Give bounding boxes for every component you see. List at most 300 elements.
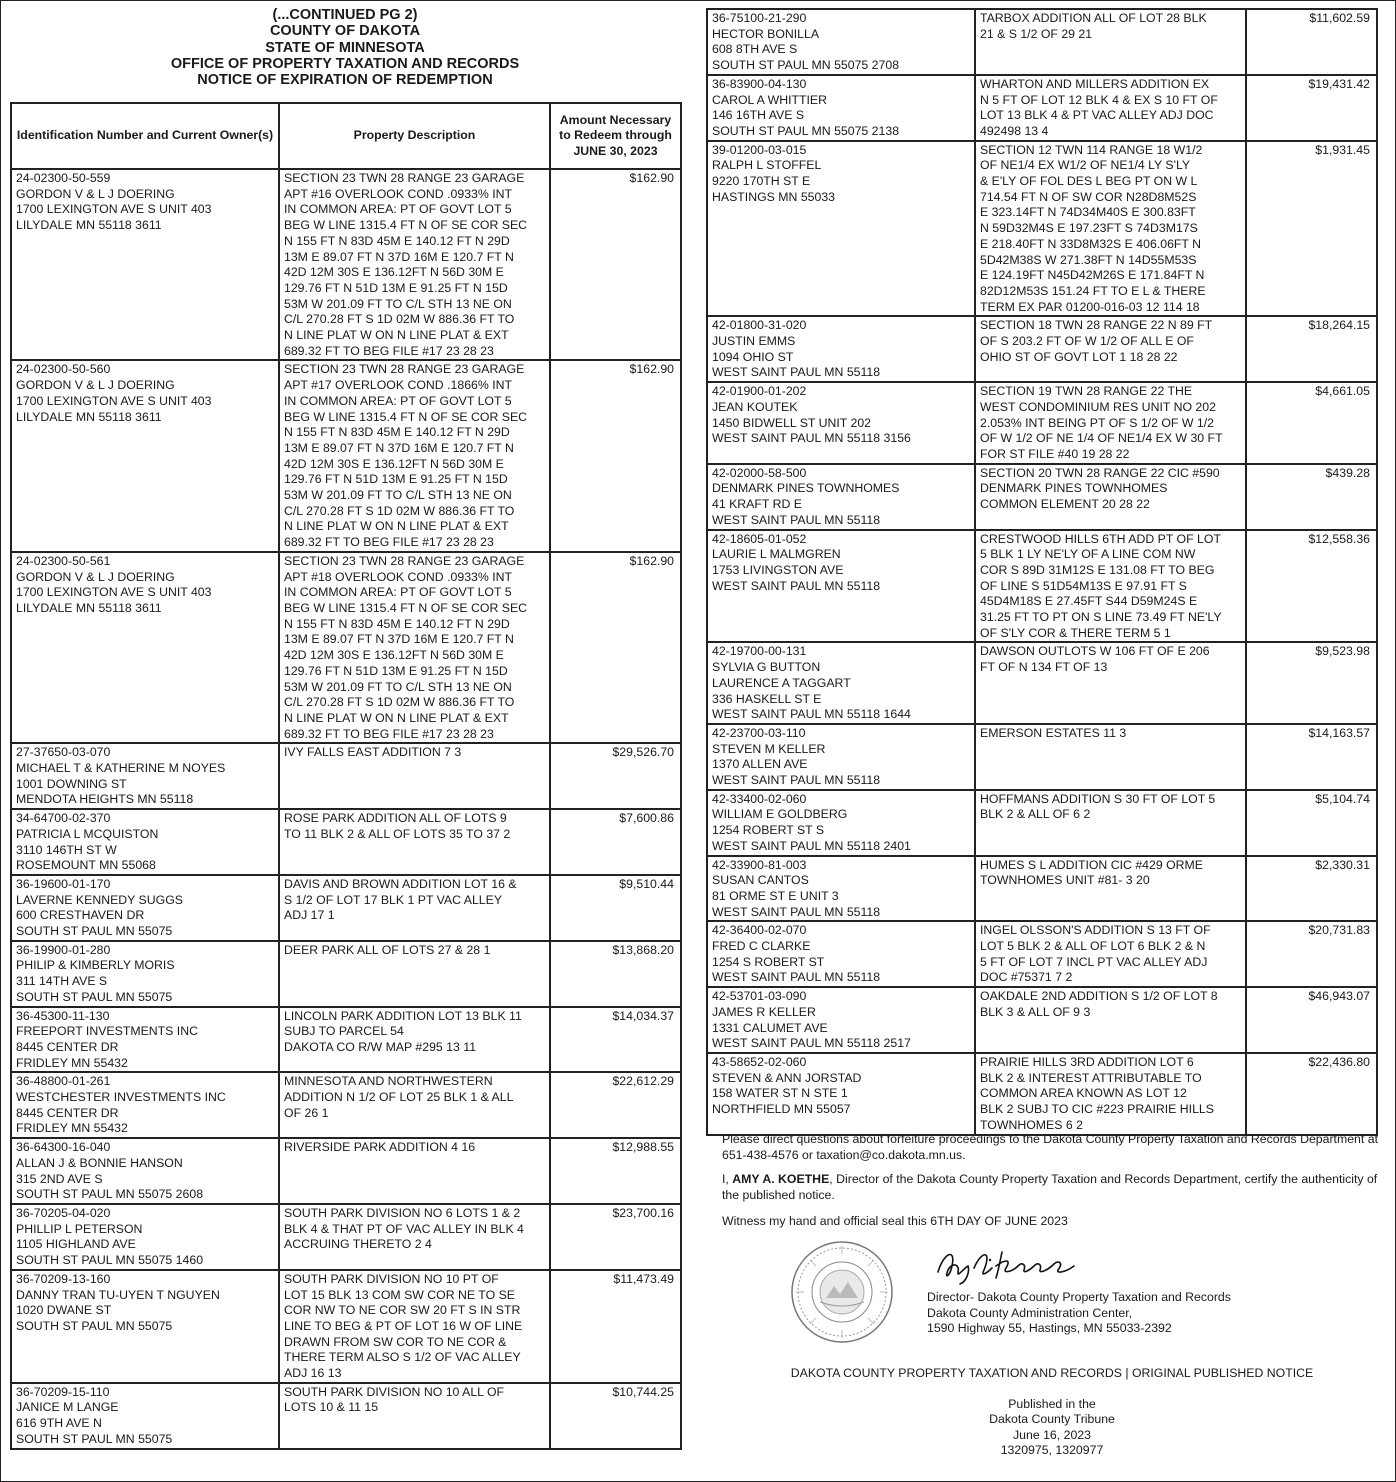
- owner-line: 1450 BIDWELL ST UNIT 202: [712, 415, 872, 430]
- amount-cell: $11,602.59: [1246, 9, 1377, 75]
- owner-cell: [707, 382, 975, 464]
- publication-date: June 16, 2023: [1013, 1427, 1091, 1442]
- table-row: [707, 642, 1377, 724]
- owner-line: 336 HASKELL ST E: [712, 691, 822, 706]
- description-line: BEG W LINE 1315.4 FT N OF SE COR SEC: [284, 600, 528, 615]
- left-column: [10, 0, 680, 1450]
- description-line: SECTION 12 TWN 114 RANGE 18 W1/2: [980, 142, 1203, 157]
- publication-ids: 1320975, 1320977: [1000, 1443, 1104, 1458]
- publication-name: Dakota County Tribune: [989, 1412, 1115, 1427]
- owner-line: 1254 ROBERT ST S: [712, 823, 825, 838]
- owner-line: DANNY TRAN TU-UYEN T NGUYEN: [16, 1287, 220, 1302]
- questions-paragraph: Please direct questions about forfeiture proceedings to the Dakota County Property Taxation and Records Department at 651-438-4576 or taxation@co.dakota.mn.us.: [722, 1132, 1378, 1162]
- description-line: 5 FT OF LOT 7 INCL PT VAC ALLEY ADJ: [980, 954, 1208, 969]
- owner-line: WEST SAINT PAUL MN 55118 2517: [712, 1036, 911, 1051]
- owner-line: PATRICIA L MCQUISTON: [16, 826, 159, 841]
- notice-footer: [722, 1132, 1382, 1459]
- description-line: TERM EX PAR 01200-016-03 12 114 18: [980, 299, 1200, 314]
- description-cell: [975, 316, 1246, 382]
- description-cell: [975, 856, 1246, 922]
- owner-line: JUSTIN EMMS: [712, 334, 796, 349]
- description-line: 689.32 FT TO BEG FILE #17 23 28 23: [284, 535, 494, 550]
- owner-cell: [11, 552, 279, 743]
- owner-line: DENMARK PINES TOWNHOMES: [712, 481, 900, 496]
- description-line: RIVERSIDE PARK ADDITION 4 16: [284, 1140, 476, 1155]
- owner-line: LILYDALE MN 55118 3611: [16, 600, 162, 615]
- description-line: N 155 FT N 83D 45M E 140.12 FT N 29D: [284, 233, 510, 248]
- description-line: OF W 1/2 OF NE 1/4 OF NE1/4 EX W 30 FT: [980, 431, 1223, 446]
- description-line: OF LINE S 51D54M13S E 97.91 FT S: [980, 578, 1187, 593]
- description-line: FOR ST FILE #40 19 28 22: [980, 446, 1130, 461]
- amount-cell: $1,931.45: [1246, 141, 1377, 317]
- owner-line: GORDON V & L J DOERING: [16, 569, 175, 584]
- amount-cell: $10,744.25: [550, 1383, 681, 1449]
- description-cell: [975, 75, 1246, 141]
- description-line: SUBJ TO PARCEL 54: [284, 1024, 404, 1039]
- owner-line: RALPH L STOFFEL: [712, 158, 822, 173]
- owner-line: SOUTH ST PAUL MN 55075 2708: [712, 58, 900, 73]
- owner-line: 1700 LEXINGTON AVE S UNIT 403: [16, 393, 212, 408]
- owner-cell: [11, 1204, 279, 1270]
- description-line: INGEL OLSSON'S ADDITION S 13 FT OF: [980, 923, 1211, 938]
- amount-cell: $22,612.29: [550, 1072, 681, 1138]
- table-row: [707, 141, 1377, 317]
- parcel-id: 42-33900-81-003: [712, 857, 807, 872]
- owner-line: WEST SAINT PAUL MN 55118: [712, 773, 881, 788]
- description-cell: [975, 530, 1246, 643]
- description-line: THERE TERM ALSO S 1/2 OF VAC ALLEY: [284, 1350, 521, 1365]
- owner-cell: [707, 642, 975, 724]
- description-line: TOWNHOMES 6 2: [980, 1117, 1083, 1132]
- parcel-id: 36-75100-21-290: [712, 11, 807, 25]
- owner-line: 608 8TH AVE S: [712, 42, 798, 57]
- amount-cell: $7,600.86: [550, 809, 681, 875]
- header-id-owner: Identification Number and Current Owner(s): [11, 103, 279, 169]
- amount-cell: $46,943.07: [1246, 987, 1377, 1053]
- description-line: SECTION 23 TWN 28 RANGE 23 GARAGE: [284, 362, 525, 377]
- description-line: OF S'LY COR & THERE TERM 5 1: [980, 625, 1171, 640]
- header-state: STATE OF MINNESOTA: [265, 39, 425, 56]
- owner-line: 315 2ND AVE S: [16, 1171, 103, 1186]
- owner-line: FRIDLEY MN 55432: [16, 1055, 128, 1070]
- table-row: [707, 1053, 1377, 1135]
- table-row: [11, 1072, 681, 1138]
- owner-line: WEST SAINT PAUL MN 55118 1644: [712, 707, 911, 722]
- parcel-id: 42-33400-02-060: [712, 791, 807, 806]
- owner-line: LAURENCE A TAGGART: [712, 675, 851, 690]
- table-row: [707, 724, 1377, 790]
- owner-cell: [707, 316, 975, 382]
- description-cell: [279, 875, 550, 941]
- description-line: LOT 13 BLK 4 & PT VAC ALLEY ADJ DOC: [980, 108, 1214, 123]
- description-line: ADJ 17 1: [284, 908, 335, 923]
- owner-cell: [707, 790, 975, 856]
- table-row: [707, 382, 1377, 464]
- owner-line: LAURIE L MALMGREN: [712, 547, 841, 562]
- description-line: OHIO ST OF GOVT LOT 1 18 28 22: [980, 349, 1178, 364]
- owner-line: 1105 HIGHLAND AVE: [16, 1237, 136, 1252]
- owner-line: JAMES R KELLER: [712, 1004, 816, 1019]
- owner-line: ALLAN J & BONNIE HANSON: [16, 1155, 183, 1170]
- description-line: IN COMMON AREA: PT OF GOVT LOT 5: [284, 585, 512, 600]
- owner-line: 81 ORME ST E UNIT 3: [712, 888, 839, 903]
- description-line: 129.76 FT N 51D 13M E 91.25 FT N 15D: [284, 280, 508, 295]
- owner-line: ROSEMOUNT MN 55068: [16, 858, 156, 873]
- description-line: SOUTH PARK DIVISION NO 10 PT OF: [284, 1271, 499, 1286]
- description-line: SECTION 23 TWN 28 RANGE 23 GARAGE: [284, 171, 525, 185]
- description-cell: [279, 1383, 550, 1449]
- description-line: N 59D32M4S E 197.23FT S 74D3M17S: [980, 221, 1198, 236]
- description-line: S 1/2 OF LOT 17 BLK 1 PT VAC ALLEY: [284, 892, 503, 907]
- parcel-id: 36-64300-16-040: [16, 1140, 111, 1155]
- parcel-id: 42-02000-58-500: [712, 465, 807, 480]
- parcel-id: 36-45300-11-130: [16, 1008, 110, 1023]
- description-line: APT #16 OVERLOOK COND .0933% INT: [284, 186, 513, 201]
- parcel-id: 34-64700-02-370: [16, 811, 111, 826]
- description-line: APT #18 OVERLOOK COND .0933% INT: [284, 569, 513, 584]
- owner-line: STEVEN & ANN JORSTAD: [712, 1070, 862, 1085]
- parcel-id: 24-02300-50-560: [16, 362, 111, 377]
- owner-cell: [11, 1270, 279, 1383]
- county-seal-icon: [790, 1240, 894, 1344]
- description-line: EMERSON ESTATES 11 3: [980, 725, 1127, 740]
- owner-line: 1254 S ROBERT ST: [712, 954, 825, 969]
- owner-line: GORDON V & L J DOERING: [16, 186, 175, 201]
- owner-line: WEST SAINT PAUL MN 55118 3156: [712, 431, 911, 446]
- parcel-id: 24-02300-50-559: [16, 171, 111, 185]
- original-notice-line: DAKOTA COUNTY PROPERTY TAXATION AND RECORDS | ORIGINAL PUBLISHED NOTICE: [790, 1365, 1314, 1380]
- owner-cell: [707, 987, 975, 1053]
- description-cell: [279, 743, 550, 809]
- description-line: MINNESOTA AND NORTHWESTERN: [284, 1074, 493, 1089]
- amount-cell: $29,526.70: [550, 743, 681, 809]
- owner-line: 600 CRESTHAVEN DR: [16, 908, 145, 923]
- owner-line: FREEPORT INVESTMENTS INC: [16, 1024, 198, 1039]
- owner-line: 1331 CALUMET AVE: [712, 1020, 828, 1035]
- description-line: 689.32 FT TO BEG FILE #17 23 28 23: [284, 726, 494, 741]
- owner-line: SOUTH ST PAUL MN 55075 2138: [712, 123, 900, 138]
- parcel-id: 42-23700-03-110: [712, 725, 806, 740]
- table-row: [11, 1383, 681, 1449]
- table-row: [707, 316, 1377, 382]
- description-line: 31.25 FT TO PT ON S LINE 73.49 FT NE'LY: [980, 610, 1222, 625]
- owner-line: 8445 CENTER DR: [16, 1105, 119, 1120]
- description-line: E 323.14FT N 74D34M40S E 300.83FT: [980, 205, 1196, 220]
- description-cell: [975, 1053, 1246, 1135]
- description-cell: [279, 1138, 550, 1204]
- description-line: E 218.40FT N 33D8M32S E 406.06FT N: [980, 236, 1202, 251]
- description-cell: [279, 1270, 550, 1383]
- description-line: 42D 12M 30S E 136.12FT N 56D 30M E: [284, 648, 504, 663]
- description-line: CRESTWOOD HILLS 6TH ADD PT OF LOT: [980, 531, 1221, 546]
- description-line: 42D 12M 30S E 136.12FT N 56D 30M E: [284, 456, 504, 471]
- owner-line: 1020 DWANE ST: [16, 1303, 112, 1318]
- description-line: SECTION 23 TWN 28 RANGE 23 GARAGE: [284, 553, 525, 568]
- description-line: & E'LY OF FOL DES L BEG PT ON W L: [980, 174, 1198, 189]
- description-line: DAWSON OUTLOTS W 106 FT OF E 206: [980, 644, 1210, 659]
- owner-line: 1700 LEXINGTON AVE S UNIT 403: [16, 585, 212, 600]
- owner-cell: [11, 1072, 279, 1138]
- left-parcel-table: [10, 102, 682, 1450]
- owner-line: 3110 146TH ST W: [16, 842, 117, 857]
- description-line: ADJ 16 13: [284, 1366, 342, 1381]
- parcel-id: 36-83900-04-130: [712, 76, 807, 91]
- owner-cell: [11, 875, 279, 941]
- description-line: LOT 5 BLK 2 & ALL OF LOT 6 BLK 2 & N: [980, 939, 1206, 954]
- description-line: DAVIS AND BROWN ADDITION LOT 16 &: [284, 876, 517, 891]
- description-line: BLK 4 & THAT PT OF VAC ALLEY IN BLK 4: [284, 1221, 524, 1236]
- description-line: N 155 FT N 83D 45M E 140.12 FT N 29D: [284, 616, 510, 631]
- header-amount: Amount Necessary to Redeem through JUNE 30, 2023: [550, 103, 681, 169]
- owner-cell: [11, 169, 279, 360]
- description-line: HOFFMANS ADDITION S 30 FT OF LOT 5: [980, 791, 1216, 806]
- description-line: C/L 270.28 FT S 1D 02M W 886.36 FT TO: [284, 695, 515, 710]
- description-line: TARBOX ADDITION ALL OF LOT 28 BLK: [980, 11, 1207, 25]
- description-line: N 155 FT N 83D 45M E 140.12 FT N 29D: [284, 425, 510, 440]
- published-in: Published in the: [1008, 1396, 1096, 1411]
- owner-line: PHILIP & KIMBERLY MORIS: [16, 958, 175, 973]
- table-header-row: [11, 103, 681, 169]
- description-line: 13M E 89.07 FT N 37D 16M E 120.7 FT N: [284, 632, 514, 647]
- owner-line: 1001 DOWNING ST: [16, 776, 127, 791]
- owner-cell: [707, 921, 975, 987]
- description-cell: [975, 790, 1246, 856]
- amount-cell: $12,558.36: [1246, 530, 1377, 643]
- description-cell: [279, 1007, 550, 1073]
- description-cell: [975, 987, 1246, 1053]
- director-center: Dakota County Administration Center,: [927, 1305, 1133, 1320]
- description-line: BEG W LINE 1315.4 FT N OF SE COR SEC: [284, 218, 528, 233]
- owner-line: CAROL A WHITTIER: [712, 92, 828, 107]
- description-line: DENMARK PINES TOWNHOMES: [980, 481, 1168, 496]
- description-cell: [975, 141, 1246, 317]
- description-line: BLK 2 SUBJ TO CIC #223 PRAIRIE HILLS: [980, 1102, 1214, 1117]
- director-name: AMY A. KOETHE: [732, 1172, 830, 1187]
- table-row: [707, 856, 1377, 922]
- description-cell: [279, 941, 550, 1007]
- owner-line: SOUTH ST PAUL MN 55075 2608: [16, 1187, 204, 1202]
- owner-line: WEST SAINT PAUL MN 55118: [712, 365, 881, 380]
- parcel-id: 36-19600-01-170: [16, 876, 111, 891]
- owner-line: FRED C CLARKE: [712, 939, 811, 954]
- amount-cell: $2,330.31: [1246, 856, 1377, 922]
- owner-line: SYLVIA G BUTTON: [712, 660, 821, 675]
- table-row: [707, 987, 1377, 1053]
- parcel-id: 43-58652-02-060: [712, 1055, 807, 1069]
- table-row: [11, 743, 681, 809]
- description-cell: [279, 169, 550, 360]
- amount-cell: $162.90: [550, 360, 681, 551]
- description-line: COMMON ELEMENT 20 28 22: [980, 497, 1150, 512]
- amount-cell: $5,104.74: [1246, 790, 1377, 856]
- owner-line: 158 WATER ST N STE 1: [712, 1086, 848, 1101]
- amount-cell: $9,510.44: [550, 875, 681, 941]
- table-row: [11, 169, 681, 360]
- table-row: [11, 360, 681, 551]
- owner-line: GORDON V & L J DOERING: [16, 378, 175, 393]
- owner-cell: [707, 530, 975, 643]
- owner-line: STEVEN M KELLER: [712, 741, 826, 756]
- owner-line: 1370 ALLEN AVE: [712, 757, 808, 772]
- signature-block: [722, 1240, 1382, 1358]
- amount-cell: $162.90: [550, 552, 681, 743]
- owner-line: 1753 LIVINGSTON AVE: [712, 562, 844, 577]
- owner-cell: [11, 1138, 279, 1204]
- owner-line: WEST SAINT PAUL MN 55118: [712, 578, 881, 593]
- description-cell: [975, 724, 1246, 790]
- owner-line: 41 KRAFT RD E: [712, 497, 802, 512]
- owner-line: SUSAN CANTOS: [712, 873, 809, 888]
- director-street: 1590 Highway 55, Hastings, MN 55033-2392: [927, 1321, 1172, 1336]
- description-line: OF NE1/4 EX W1/2 OF NE1/4 LY S'LY: [980, 158, 1191, 173]
- publication-info: [722, 1397, 1382, 1459]
- description-line: 53M W 201.09 FT TO C/L STH 13 NE ON: [284, 488, 512, 503]
- owner-line: WEST SAINT PAUL MN 55118 2401: [712, 838, 911, 853]
- description-line: LOTS 10 & 11 15: [284, 1400, 379, 1415]
- description-line: SECTION 19 TWN 28 RANGE 22 THE: [980, 384, 1193, 399]
- description-line: 13M E 89.07 FT N 37D 16M E 120.7 FT N: [284, 440, 514, 455]
- description-line: BEG W LINE 1315.4 FT N OF SE COR SEC: [284, 409, 528, 424]
- description-cell: [975, 9, 1246, 75]
- description-cell: [975, 382, 1246, 464]
- description-line: 129.76 FT N 51D 13M E 91.25 FT N 15D: [284, 472, 508, 487]
- parcel-id: 36-19900-01-280: [16, 942, 111, 957]
- amount-cell: $23,700.16: [550, 1204, 681, 1270]
- description-line: 53M W 201.09 FT TO C/L STH 13 NE ON: [284, 296, 512, 311]
- description-line: OF S 203.2 FT OF W 1/2 OF ALL E OF: [980, 334, 1194, 349]
- description-line: LINCOLN PARK ADDITION LOT 13 BLK 11: [284, 1008, 522, 1023]
- witness-line: Witness my hand and official seal this 6TH DAY OF JUNE 2023: [722, 1214, 1068, 1229]
- description-line: DAKOTA CO R/W MAP #295 13 11: [284, 1039, 477, 1054]
- description-cell: [279, 1204, 550, 1270]
- amount-cell: $11,473.49: [550, 1270, 681, 1383]
- parcel-id: 36-48800-01-261: [16, 1074, 111, 1089]
- owner-cell: [11, 360, 279, 551]
- right-column: [706, 0, 1376, 1136]
- description-line: C/L 270.28 FT S 1D 02M W 886.36 FT TO: [284, 312, 515, 327]
- amount-cell: $9,523.98: [1246, 642, 1377, 724]
- description-line: 42D 12M 30S E 136.12FT N 56D 30M E: [284, 265, 504, 280]
- owner-line: 311 14TH AVE S: [16, 974, 108, 989]
- parcel-id: 39-01200-03-015: [712, 142, 807, 157]
- description-line: 21 & S 1/2 OF 29 21: [980, 26, 1093, 41]
- description-line: ADDITION N 1/2 OF LOT 25 BLK 1 & ALL: [284, 1090, 514, 1105]
- notice-header: [10, 0, 680, 102]
- owner-cell: [707, 1053, 975, 1135]
- description-line: 82D12M53S 151.24 FT TO E L & THERE: [980, 283, 1206, 298]
- owner-line: NORTHFIELD MN 55057: [712, 1102, 851, 1117]
- description-line: IVY FALLS EAST ADDITION 7 3: [284, 745, 462, 760]
- description-cell: [279, 552, 550, 743]
- description-line: N LINE PLAT W ON N LINE PLAT & EXT: [284, 328, 509, 343]
- description-line: COMMON AREA KNOWN AS LOT 12: [980, 1086, 1187, 1101]
- description-line: ACCRUING THERETO 2 4: [284, 1237, 432, 1252]
- amount-cell: $13,868.20: [550, 941, 681, 1007]
- description-line: COR NW TO NE COR SW 20 FT S IN STR: [284, 1303, 521, 1318]
- owner-cell: [707, 9, 975, 75]
- description-line: 2.053% INT BEING PT OF S 1/2 OF W 1/2: [980, 415, 1214, 430]
- description-line: ROSE PARK ADDITION ALL OF LOTS 9: [284, 811, 507, 826]
- description-cell: [975, 642, 1246, 724]
- description-line: N 5 FT OF LOT 12 BLK 4 & EX S 10 FT OF: [980, 92, 1218, 107]
- amount-cell: $14,034.37: [550, 1007, 681, 1073]
- description-line: E 124.19FT N45D42M26S E 171.84FT N: [980, 268, 1205, 283]
- description-line: DOC #75371 7 2: [980, 970, 1073, 985]
- description-line: SECTION 20 TWN 28 RANGE 22 CIC #590: [980, 465, 1220, 480]
- description-cell: [279, 1072, 550, 1138]
- parcel-id: 24-02300-50-561: [16, 553, 111, 568]
- table-row: [11, 1007, 681, 1073]
- description-line: 45D4M18S E 27.45FT S44 D59M24S E: [980, 594, 1198, 609]
- description-line: 5D42M38S W 271.38FT N 14D55M53S: [980, 252, 1197, 267]
- description-cell: [975, 464, 1246, 530]
- description-line: SOUTH PARK DIVISION NO 6 LOTS 1 & 2: [284, 1206, 521, 1220]
- description-line: BLK 3 & ALL OF 9 3: [980, 1004, 1091, 1019]
- amount-cell: $439.28: [1246, 464, 1377, 530]
- description-cell: [975, 921, 1246, 987]
- description-line: COR S 89D 31M12S E 131.08 FT TO BEG: [980, 562, 1215, 577]
- owner-cell: [707, 75, 975, 141]
- description-line: 492498 13 4: [980, 123, 1049, 138]
- description-line: WHARTON AND MILLERS ADDITION EX: [980, 76, 1210, 91]
- description-line: PRAIRIE HILLS 3RD ADDITION LOT 6: [980, 1055, 1194, 1069]
- description-cell: [279, 360, 550, 551]
- owner-cell: [707, 141, 975, 317]
- parcel-id: 36-70209-13-160: [16, 1271, 111, 1286]
- description-line: BLK 2 & INTEREST ATTRIBUTABLE TO: [980, 1070, 1202, 1085]
- owner-line: SOUTH ST PAUL MN 55075: [16, 989, 173, 1004]
- owner-line: HECTOR BONILLA: [712, 26, 820, 41]
- owner-line: 616 9TH AVE N: [16, 1416, 102, 1431]
- parcel-id: 36-70209-15-110: [16, 1384, 110, 1399]
- owner-line: WEST SAINT PAUL MN 55118: [712, 512, 881, 527]
- owner-line: SOUTH ST PAUL MN 55075 1460: [16, 1253, 204, 1268]
- description-line: 53M W 201.09 FT TO C/L STH 13 NE ON: [284, 679, 512, 694]
- description-line: TO 11 BLK 2 & ALL OF LOTS 35 TO 37 2: [284, 826, 511, 841]
- description-line: LOT 15 BLK 13 COM SW COR NE TO SE: [284, 1287, 515, 1302]
- owner-line: LILYDALE MN 55118 3611: [16, 218, 162, 233]
- table-row: [11, 1270, 681, 1383]
- description-line: OF 26 1: [284, 1105, 329, 1120]
- director-title: Director- Dakota County Property Taxation and Records: [927, 1289, 1231, 1304]
- description-line: OAKDALE 2ND ADDITION S 1/2 OF LOT 8: [980, 989, 1218, 1004]
- owner-line: WILLIAM E GOLDBERG: [712, 807, 848, 822]
- table-row: [11, 1204, 681, 1270]
- director-address: [927, 1290, 1231, 1337]
- description-line: SECTION 18 TWN 28 RANGE 22 N 89 FT: [980, 318, 1213, 333]
- parcel-id: 36-70205-04-020: [16, 1206, 111, 1220]
- owner-cell: [707, 464, 975, 530]
- description-line: HUMES S L ADDITION CIC #429 ORME: [980, 857, 1203, 872]
- owner-line: JANICE M LANGE: [16, 1400, 119, 1415]
- description-line: DEER PARK ALL OF LOTS 27 & 28 1: [284, 942, 491, 957]
- description-line: APT #17 OVERLOOK COND .1866% INT: [284, 378, 513, 393]
- owner-cell: [11, 941, 279, 1007]
- table-row: [707, 530, 1377, 643]
- owner-line: HASTINGS MN 55033: [712, 189, 836, 204]
- owner-line: WEST SAINT PAUL MN 55118: [712, 904, 881, 919]
- owner-line: LILYDALE MN 55118 3611: [16, 409, 162, 424]
- description-line: LINE TO BEG & PT OF LOT 16 W OF LINE: [284, 1318, 523, 1333]
- description-line: DRAWN FROM SW COR TO NE COR &: [284, 1334, 507, 1349]
- owner-line: SOUTH ST PAUL MN 55075: [16, 1318, 173, 1333]
- amount-cell: $14,163.57: [1246, 724, 1377, 790]
- description-line: 129.76 FT N 51D 13M E 91.25 FT N 15D: [284, 663, 508, 678]
- header-notice-title: NOTICE OF EXPIRATION OF REDEMPTION: [197, 72, 493, 89]
- description-line: N LINE PLAT W ON N LINE PLAT & EXT: [284, 519, 509, 534]
- amount-cell: $4,661.05: [1246, 382, 1377, 464]
- owner-cell: [11, 1007, 279, 1073]
